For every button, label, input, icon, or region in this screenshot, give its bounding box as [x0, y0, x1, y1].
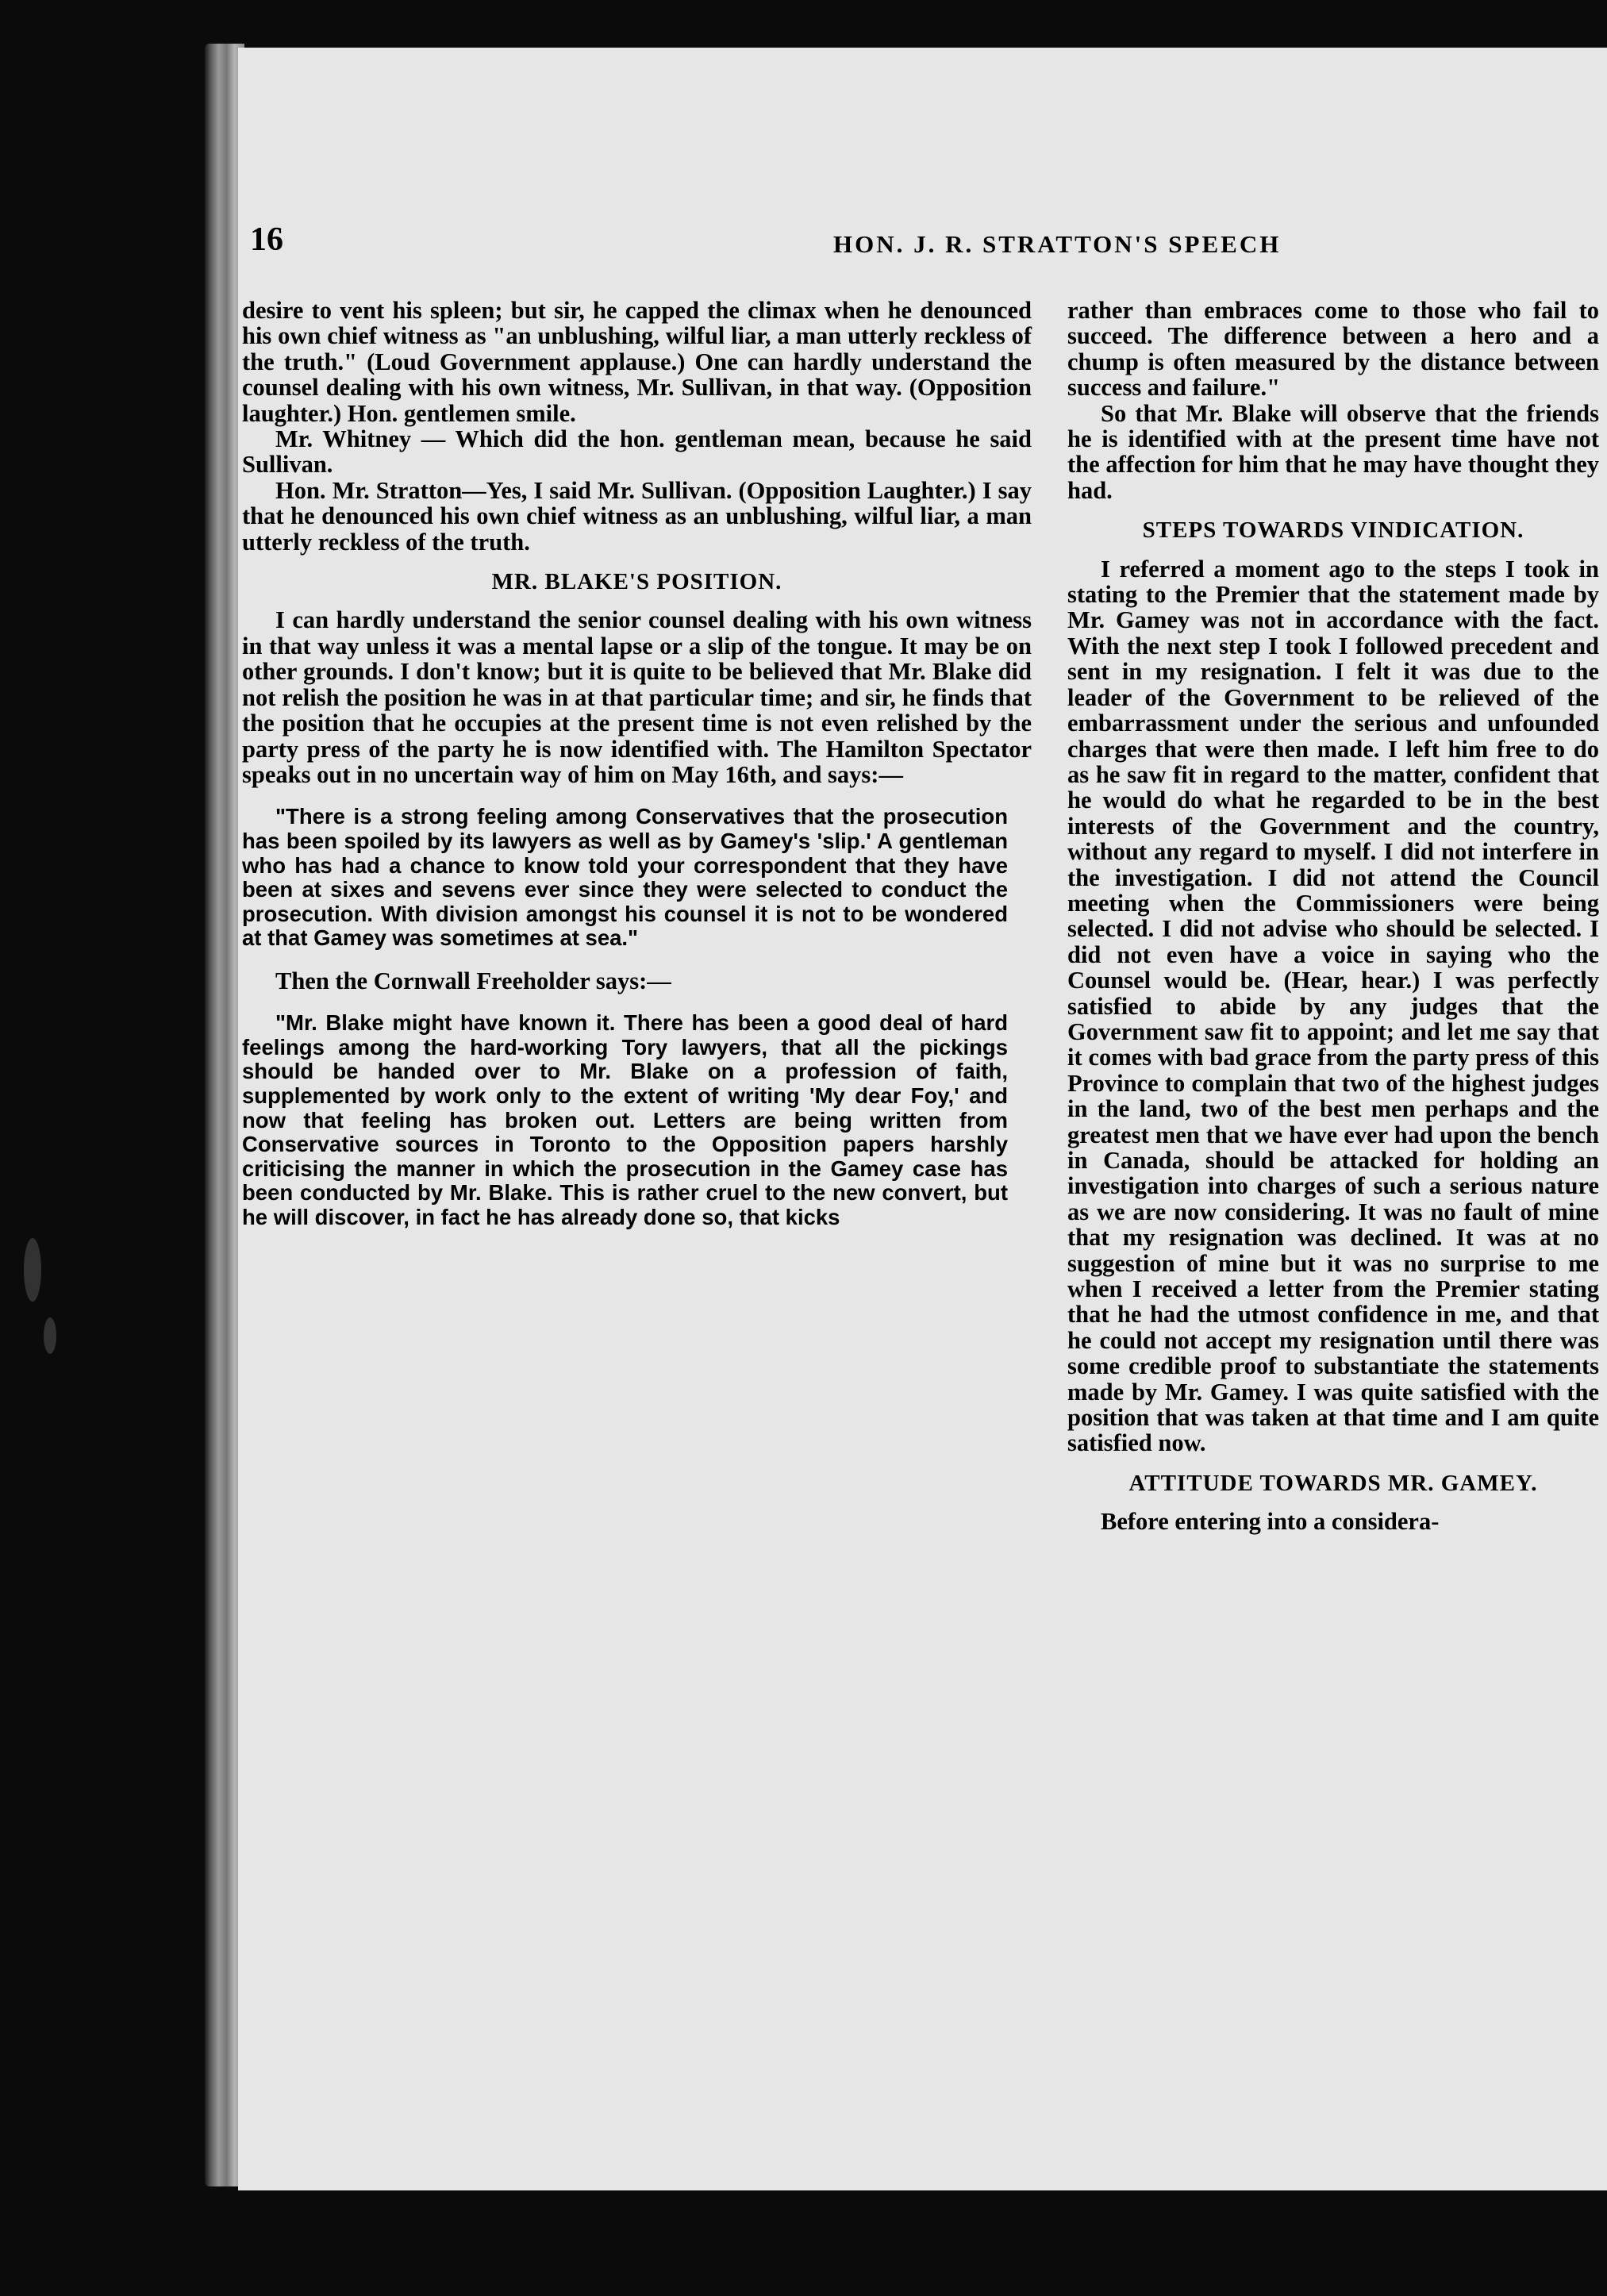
paragraph: Mr. Whitney — Which did the hon. gentleman mean, because he said Sullivan.: [242, 425, 1032, 479]
quotation: "Mr. Blake might have known it. There has been a good deal of hard feelings among the hard-working Tory lawyers, that all the pickings should be handed over to Mr. Blake on a profession of faith, supplemented by work only to the extent of writing 'My dear Foy,' and now that feeling has broken out. Letters are being written from Conservative sources in Toronto to the Opposition papers harshly criticising the manner in which the prosecution in the Gamey case has been conducted by Mr. Blake. This is rather cruel to the new convert, but he will discover, in fact he has already done so, that kicks: [242, 1010, 1008, 1230]
paragraph: Then the Cornwall Freeholder says:—: [275, 967, 671, 994]
page-number: 16: [250, 221, 283, 258]
left-column: [242, 298, 1032, 1248]
paragraph: I referred a moment ago to the steps I took in stating to the Premier that the statement made by Mr. Gamey was not in accordance with the fact. With the next step I took I followed precedent and sent in my resignation. I felt it was due to the leader of the Government to be relieved of the embarrassment under the serious and unfounded charges that were then made. I left him free to do as he saw fit in regard to the matter, confident that he would do what he regarded to be in the best interests of the Government and the country, without any regard to myself. I did not interfere in the investigation. I did not attend the Council meeting when the Commissioners were being selected. I did not advise who should be selected. I did not even have a voice in saying who the Counsel would be. (Hear, hear.) I was perfectly satisfied to abide by any judges that the Government saw fit to appoint; and let me say that it comes with bad grace from the party press of this Province to complain that two of the highest judges in the land, two of the best men perhaps and the greatest men that we have ever had upon the bench in Canada, should be attacked for holding an investigation into charges of such a serious nature as we are now considering. It was no fault of mine that my resignation was declined. It was at no suggestion of mine but it was no surprise to me when I received a letter from the Premier stating that he had the utmost confidence in me, and that he could not accept my resignation until there was some credible proof to substantiate the statements made by Mr. Gamey. I was quite satisfied with the position that was taken at that time and I am quite satisfied now.: [1067, 555, 1599, 1457]
paragraph: I can hardly understand the senior counsel dealing with his own witness in that way unless it was a mental lapse or a slip of the tongue. It may be on other grounds. I don't know; but it is quite to be believed that Mr. Blake did not relish the position he was in at that particular time; and sir, he finds that the position that he occupies at the present time is not even relished by the party press of the party he is now identified with. The Hamilton Spectator speaks out in no uncertain way of him on May 16th, and says:—: [242, 606, 1032, 788]
quotation: "There is a strong feeling among Conservatives that the prosecution has been spoiled by its lawyers as well as by Gamey's 'slip.' A gentleman who has had a chance to know told your correspondent that they have been at sixes and sevens ever since they were selected to conduct the prosecution. With division amongst his counsel it is not to be wondered at that Gamey was sometimes at sea.": [242, 804, 1008, 951]
section-heading: ATTITUDE TOWARDS MR. GAMEY.: [1128, 1470, 1538, 1496]
margin-ink-mark: [44, 1317, 56, 1354]
paragraph: rather than embraces come to those who fail to succeed. The difference between a hero and a chump is often measured by the distance between success and failure.": [1067, 297, 1599, 402]
paragraph: Before entering into a considera-: [1101, 1508, 1440, 1536]
paragraph: Hon. Mr. Stratton—Yes, I said Mr. Sullivan. (Opposition Laughter.) I say that he denounced his own chief witness as an unblushing, wilful liar, a man utterly reckless of the truth.: [242, 476, 1032, 556]
right-column: [1067, 298, 1599, 1535]
margin-ink-mark: [24, 1238, 41, 1302]
paragraph: So that Mr. Blake will observe that the friends he is identified with at the present time have not the affection for him that he may have thought they had.: [1067, 399, 1599, 504]
section-heading: STEPS TOWARDS VINDICATION.: [1142, 517, 1524, 544]
paragraph: desire to vent his spleen; but sir, he capped the climax when he denounced his own chief witness as "an unblushing, wilful liar, a man utterly reckless of the truth." (Loud Government applause.) One can hardly understand the counsel dealing with his own witness, Mr. Sullivan, in that way. (Opposition laughter.) Hon. gentlemen smile.: [242, 297, 1032, 427]
section-heading: MR. BLAKE'S POSITION.: [491, 569, 782, 595]
running-head: HON. J. R. STRATTON'S SPEECH: [833, 230, 1282, 258]
